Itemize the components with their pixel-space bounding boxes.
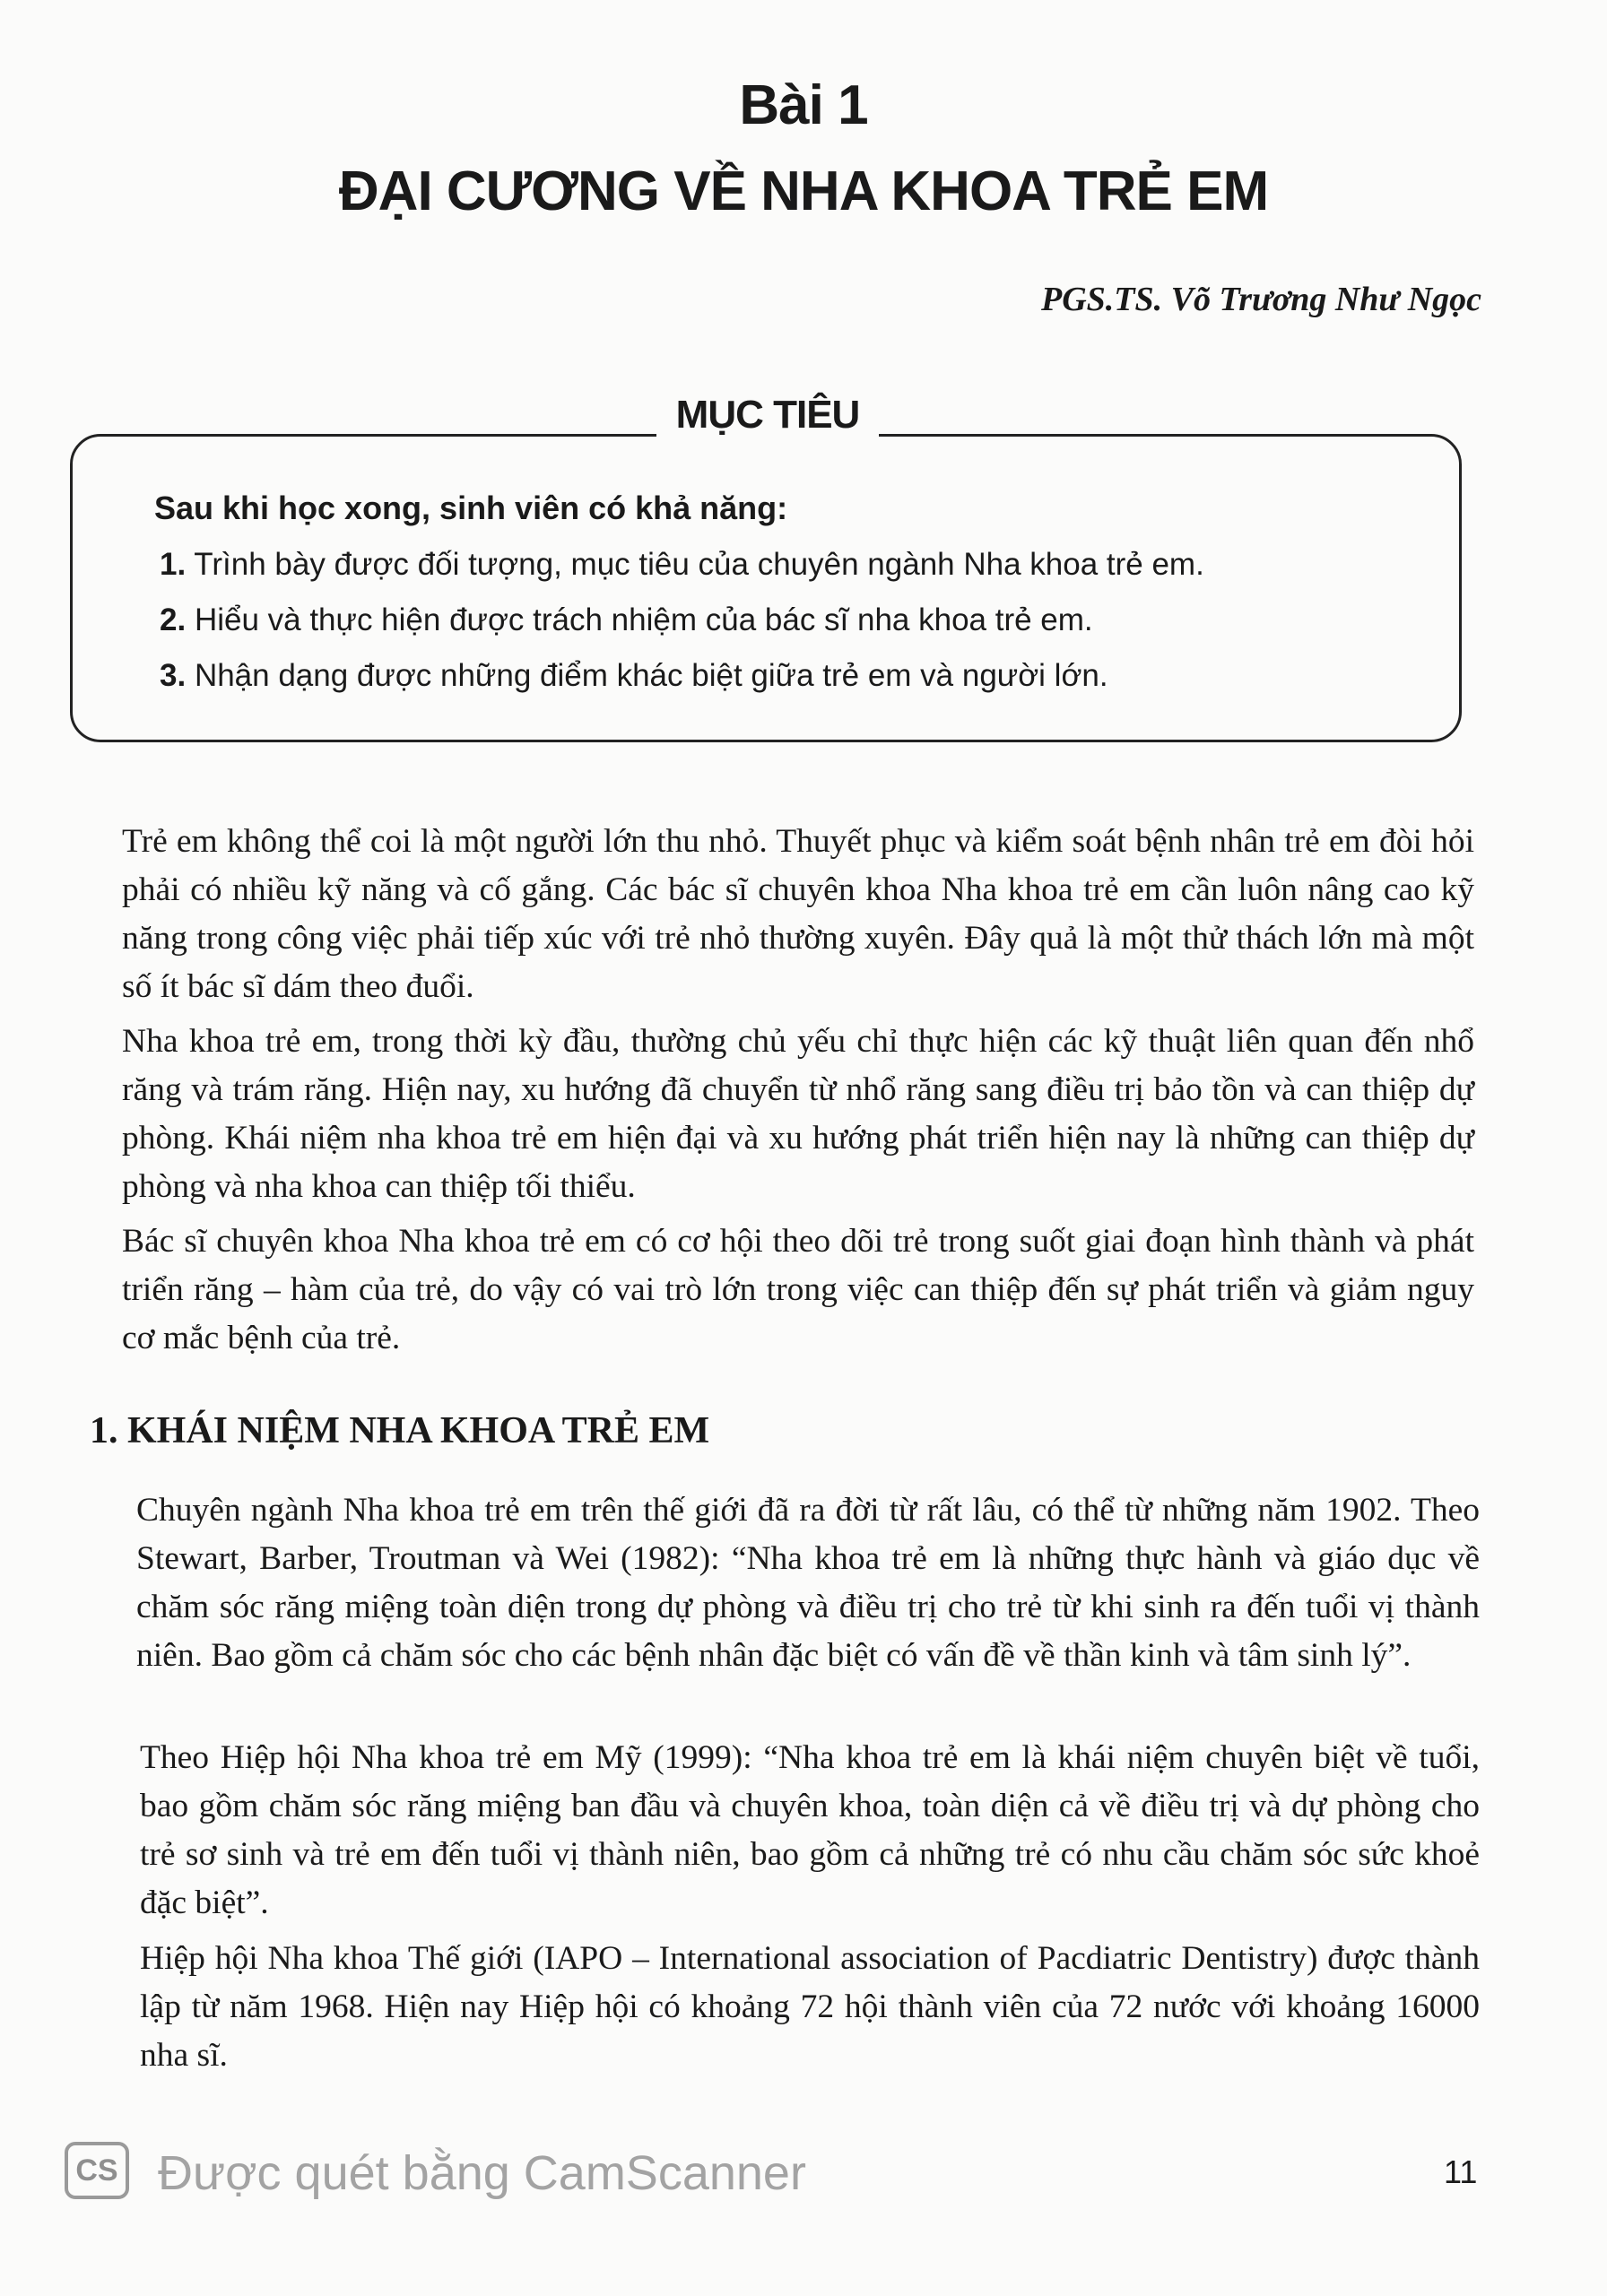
- objective-item: 3. Nhận dạng được những điểm khác biệt giữa trẻ em và người lớn.: [160, 658, 1108, 693]
- lesson-number: Bài 1: [739, 74, 868, 136]
- objective-item: 2. Hiểu và thực hiện được trách nhiệm của bác sĩ nha khoa trẻ em.: [160, 602, 1093, 637]
- lesson-title: ĐẠI CƯƠNG VỀ NHA KHOA TRẺ EM: [338, 160, 1269, 222]
- section-heading: 1. KHÁI NIỆM NHA KHOA TRẺ EM: [90, 1410, 710, 1451]
- section-paragraph: Hiệp hội Nha khoa Thế giới (IAPO – International association of Pacdiatric Dentistry) được thành lập từ năm 1968. Hiện nay Hiệp hội có khoảng 72 hội thành viên của 72 nước với khoảng 16000 nha sĩ.: [140, 1940, 1480, 2074]
- objective-item: 1. Trình bày được đối tượng, mục tiêu của chuyên ngành Nha khoa trẻ em.: [160, 547, 1204, 582]
- objectives-heading: MỤC TIÊU: [70, 393, 1465, 438]
- section-paragraph: Chuyên ngành Nha khoa trẻ em trên thế giới đã ra đời từ rất lâu, có thể từ những năm 1902. Theo Stewart, Barber, Troutman và Wei (1982): “Nha khoa trẻ em là những thực hành và giáo dục về chăm sóc răng miệng toàn diện trong dự phòng và điều trị cho trẻ từ khi sinh ra đến tuổi vị thành niên. Bao gồm cả chăm sóc cho các bệnh nhân đặc biệt có vấn đề về thần kinh và tâm sinh lý”.: [136, 1492, 1480, 1674]
- intro-paragraph: Nha khoa trẻ em, trong thời kỳ đầu, thường chủ yếu chỉ thực hiện các kỹ thuật liên quan đến nhổ răng và trám răng. Hiện nay, xu hướng đã chuyển từ nhổ răng sang điều trị bảo tồn và can thiệp dự phòng. Khái niệm nha khoa trẻ em hiện đại và xu hướng phát triển hiện nay là những can thiệp dự phòng và nha khoa can thiệp tối thiểu.: [122, 1023, 1474, 1205]
- scanner-text: Được quét bằng CamScanner: [158, 2146, 806, 2200]
- camscanner-logo-icon: CS: [65, 2142, 129, 2199]
- intro-paragraph: Bác sĩ chuyên khoa Nha khoa trẻ em có cơ hội theo dõi trẻ trong suốt giai đoạn hình thành và phát triển răng – hàm của trẻ, do vậy có vai trò lớn trong việc can thiệp đến sự phát triển và giảm nguy cơ mắc bệnh của trẻ.: [122, 1223, 1474, 1356]
- objectives-section: [70, 393, 1465, 749]
- intro-paragraph: Trẻ em không thể coi là một người lớn thu nhỏ. Thuyết phục và kiểm soát bệnh nhân trẻ em đòi hỏi phải có nhiều kỹ năng và cố gắng. Các bác sĩ chuyên khoa Nha khoa trẻ em cần luôn nâng cao kỹ năng trong công việc phải tiếp xúc với trẻ nhỏ thường xuyên. Đây quả là một thử thách lớn mà một số ít bác sĩ dám theo đuổi.: [122, 823, 1474, 1005]
- page-number: 11: [1444, 2153, 1478, 2190]
- section-paragraph: Theo Hiệp hội Nha khoa trẻ em Mỹ (1999): “Nha khoa trẻ em là khái niệm chuyên biệt về tuổi, bao gồm chăm sóc răng miệng ban đầu và chuyên khoa, toàn diện cả về điều trị và dự phòng cho trẻ sơ sinh và trẻ em đến tuổi vị thành niên, bao gồm cả những trẻ có nhu cầu chăm sóc sức khoẻ đặc biệt”.: [140, 1739, 1480, 1921]
- objectives-box: [70, 434, 1462, 742]
- objectives-intro: Sau khi học xong, sinh viên có khả năng:: [154, 490, 788, 526]
- author: PGS.TS. Võ Trương Như Ngọc: [1040, 281, 1481, 318]
